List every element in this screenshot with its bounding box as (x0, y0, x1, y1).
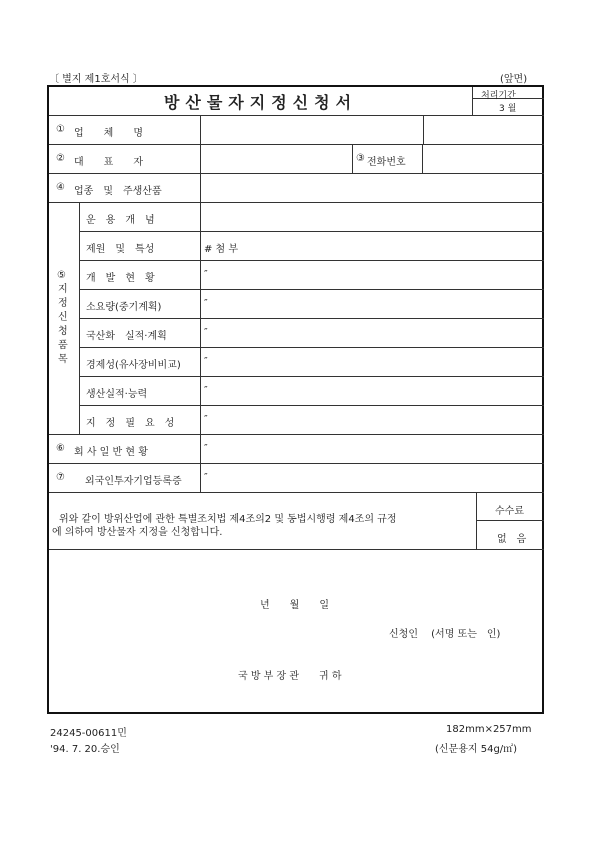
item-label: 지 정 필 요 성 (86, 418, 175, 429)
company-status-value[interactable]: ″ (204, 443, 208, 454)
phone-field[interactable] (423, 145, 544, 172)
item-label: 개 발 현 황 (86, 273, 155, 284)
processing-period-label: 처리기간 (481, 91, 516, 101)
divider (49, 434, 544, 435)
company-name-label: 업 체 명 (74, 128, 143, 139)
divider (352, 144, 353, 173)
applicant-signature[interactable]: 신청인 (서명 또는 인) (389, 629, 501, 640)
form-number: 〔 별지 제1호서식 〕 (49, 74, 143, 85)
foreign-investment-value[interactable]: ″ (204, 472, 208, 483)
divider (49, 492, 544, 493)
paper-size: 182mm×257mm (446, 724, 532, 735)
representative-label: 대 표 자 (74, 157, 143, 168)
paper-type: (신문용지 54g/㎡) (435, 744, 518, 755)
application-date[interactable]: 년 월 일 (260, 600, 329, 611)
application-form (47, 85, 544, 714)
item-value[interactable]: ″ (204, 269, 208, 280)
form-title: 방산물자지정신청서 (163, 93, 358, 112)
divider (79, 318, 544, 319)
company-extra-field[interactable] (424, 116, 544, 143)
row-number: ⑤ (57, 270, 66, 281)
divider (79, 260, 544, 261)
company-status-label: 회 사 일 반 현 황 (74, 447, 148, 458)
divider (79, 376, 544, 377)
representative-field[interactable] (201, 145, 351, 172)
statement-line-1: 위와 같이 방위산업에 관한 특별조치법 제4조의2 및 동법시행령 제4조의 규정 (59, 514, 397, 525)
row-number: ① (56, 124, 65, 135)
processing-period-value: 3 월 (499, 104, 517, 114)
designation-group-label: 지 정 신 청 품 목 (58, 284, 68, 365)
approval-date: '94. 7. 20.승인 (50, 744, 120, 755)
item-value[interactable]: # 첨 부 (204, 244, 239, 255)
divider (49, 202, 544, 203)
divider (79, 202, 80, 434)
item-label: 제원 및 특성 (86, 244, 155, 255)
form-code: 24245-00611민 (50, 728, 127, 739)
fee-value: 없 음 (497, 534, 527, 545)
divider (79, 405, 544, 406)
business-field[interactable] (201, 174, 544, 201)
row-number: ③ (356, 153, 365, 164)
fee-label: 수수료 (495, 506, 524, 517)
divider (79, 289, 544, 290)
item-value[interactable]: ″ (204, 298, 208, 309)
company-name-field[interactable] (201, 116, 422, 143)
divider (472, 87, 473, 115)
item-label: 국산화 실적·계획 (86, 331, 167, 342)
row-number: ⑦ (56, 472, 65, 483)
divider (79, 347, 544, 348)
item-label: 운 용 개 념 (86, 215, 155, 226)
divider (49, 549, 544, 550)
row-number: ② (56, 153, 65, 164)
row-number: ⑥ (56, 443, 65, 454)
item-value[interactable]: ″ (204, 414, 208, 425)
item-value[interactable]: ″ (204, 356, 208, 367)
item-value[interactable]: ″ (204, 385, 208, 396)
statement-line-2: 에 의하여 방산물자 지정을 신청합니다. (52, 527, 223, 538)
item-label: 생산실적·능력 (86, 389, 148, 400)
item-label: 경제성(유사장비비교) (86, 360, 181, 371)
divider (79, 231, 544, 232)
divider (49, 463, 544, 464)
item-label: 소요량(중기계획) (86, 302, 162, 313)
item-value[interactable]: ″ (204, 327, 208, 338)
page-side-label: (앞면) (500, 74, 528, 85)
foreign-investment-label: 외국인투자기업등록증 (85, 476, 182, 487)
divider (476, 492, 477, 549)
recipient: 국 방 부 장 관 귀 하 (238, 671, 342, 682)
business-label: 업종 및 주생산품 (74, 186, 162, 197)
divider (476, 520, 544, 521)
row-number: ④ (56, 182, 65, 193)
phone-label: 전화번호 (367, 157, 406, 168)
